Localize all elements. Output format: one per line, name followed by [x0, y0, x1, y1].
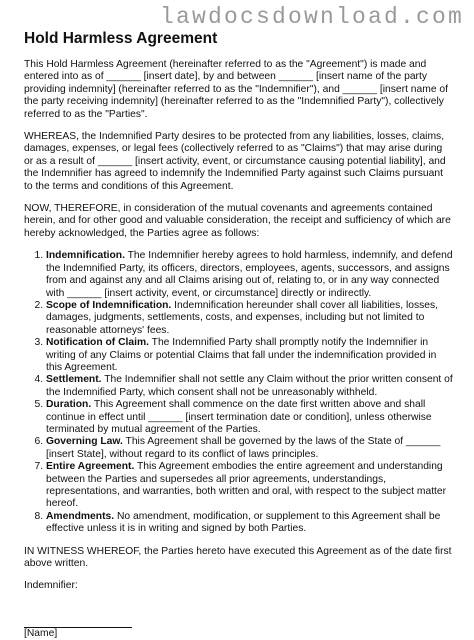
clause-heading: Settlement.: [46, 374, 102, 386]
clause-heading: Amendments.: [46, 510, 115, 522]
clause-heading: Indemnification.: [46, 250, 125, 262]
document-body: [24, 30, 454, 640]
clause-item: [46, 461, 454, 511]
clause-text: This Agreement shall commence on the date first written above and shall continue in effect until ______ [insert termination date or condition], unless otherwise terminated by mutual agreement of the Parties.: [46, 399, 432, 435]
clause-text: No amendment, modification, or supplement to this Agreement shall be effective unless it is in writing and signed by both Parties.: [46, 510, 441, 535]
intro-paragraph: This Hold Harmless Agreement (hereinafter referred to as the "Agreement") is made and entered into as of ______ [insert date], by and between ______ [insert name of the party providing indemnity] (hereinafter referred to as the "Indemnifier"), and ______ [insert name of the party receiving indemnity] (hereinafter referred to as the "Indemnified Party"), collectively referred to as the "Parties".: [24, 59, 448, 120]
clause-text: This Agreement embodies the entire agreement and understanding between the Parties and supersedes all prior agreements, understandings, representations, and warranties, both written and oral, with respect to the subject matter hereof.: [46, 461, 447, 510]
clause-item: [46, 300, 454, 337]
clause-list: [24, 250, 454, 535]
witness-paragraph: IN WITNESS WHEREOF, the Parties hereto have executed this Agreement as of the date first above written.: [24, 545, 452, 570]
clause-text: The Indemnified Party shall promptly notify the Indemnifier in writing of any Claims or potential Claims that fall under the indemnification provided in this Agreement.: [46, 337, 437, 373]
clause-item: [46, 399, 454, 436]
document-title: Hold Harmless Agreement: [24, 30, 218, 47]
clause-heading: Entire Agreement.: [46, 461, 135, 473]
clause-item: [46, 250, 454, 300]
clause-heading: Scope of Indemnification.: [46, 299, 172, 311]
now-therefore-paragraph: NOW, THEREFORE, in consideration of the mutual covenants and agreements contained herein, and for other good and valuable consideration, the receipt and sufficiency of which are hereby acknowledged, the Parties agree as follows:: [24, 203, 451, 239]
clause-heading: Notification of Claim.: [46, 337, 149, 349]
clause-item: [46, 436, 454, 461]
whereas-paragraph: WHEREAS, the Indemnified Party desires to be protected from any liabilities, losses, claims, damages, expenses, or legal fees (collectively referred to as "Claims") that may arise during or as a result of ______ [insert activity, event, or circumstance causing potential liability], and the Indemnifier has agreed to indemnify the Indemnified Party against such Claims pursuant to the terms and conditions of this Agreement.: [24, 131, 446, 192]
clause-text: The Indemnifier shall not settle any Claim without the prior written consent of the Indemnified Party, which consent shall not be unreasonably withheld.: [46, 374, 453, 398]
clause-heading: Duration.: [46, 399, 92, 411]
name-placeholder: [Name]: [24, 627, 58, 639]
clause-item: [46, 374, 454, 399]
clause-item: [46, 337, 454, 374]
clause-text: The Indemnifier hereby agrees to hold harmless, indemnify, and defend the Indemnified Party, its officers, directors, employees, agents, successors, and assigns from and against any and all Claims arising out of, relating to, or in any way connected with ______ [insert activity, event, or circumstance] directly or indirectly.: [46, 250, 453, 299]
clause-text: This Agreement shall be governed by the laws of the State of ______ [insert State], without regard to its conflict of laws principles.: [46, 436, 441, 460]
clause-item: [46, 511, 454, 536]
clause-text: Indemnification hereunder shall cover all liabilities, losses, damages, judgments, settlements, costs, and expenses, including but not limited to reasonable attorneys' fees.: [46, 299, 439, 336]
signature-line: [24, 615, 132, 628]
indemnifier-label: Indemnifier:: [24, 580, 78, 592]
watermark: lawdocsdownload.com: [159, 4, 464, 30]
clause-heading: Governing Law.: [46, 436, 123, 448]
